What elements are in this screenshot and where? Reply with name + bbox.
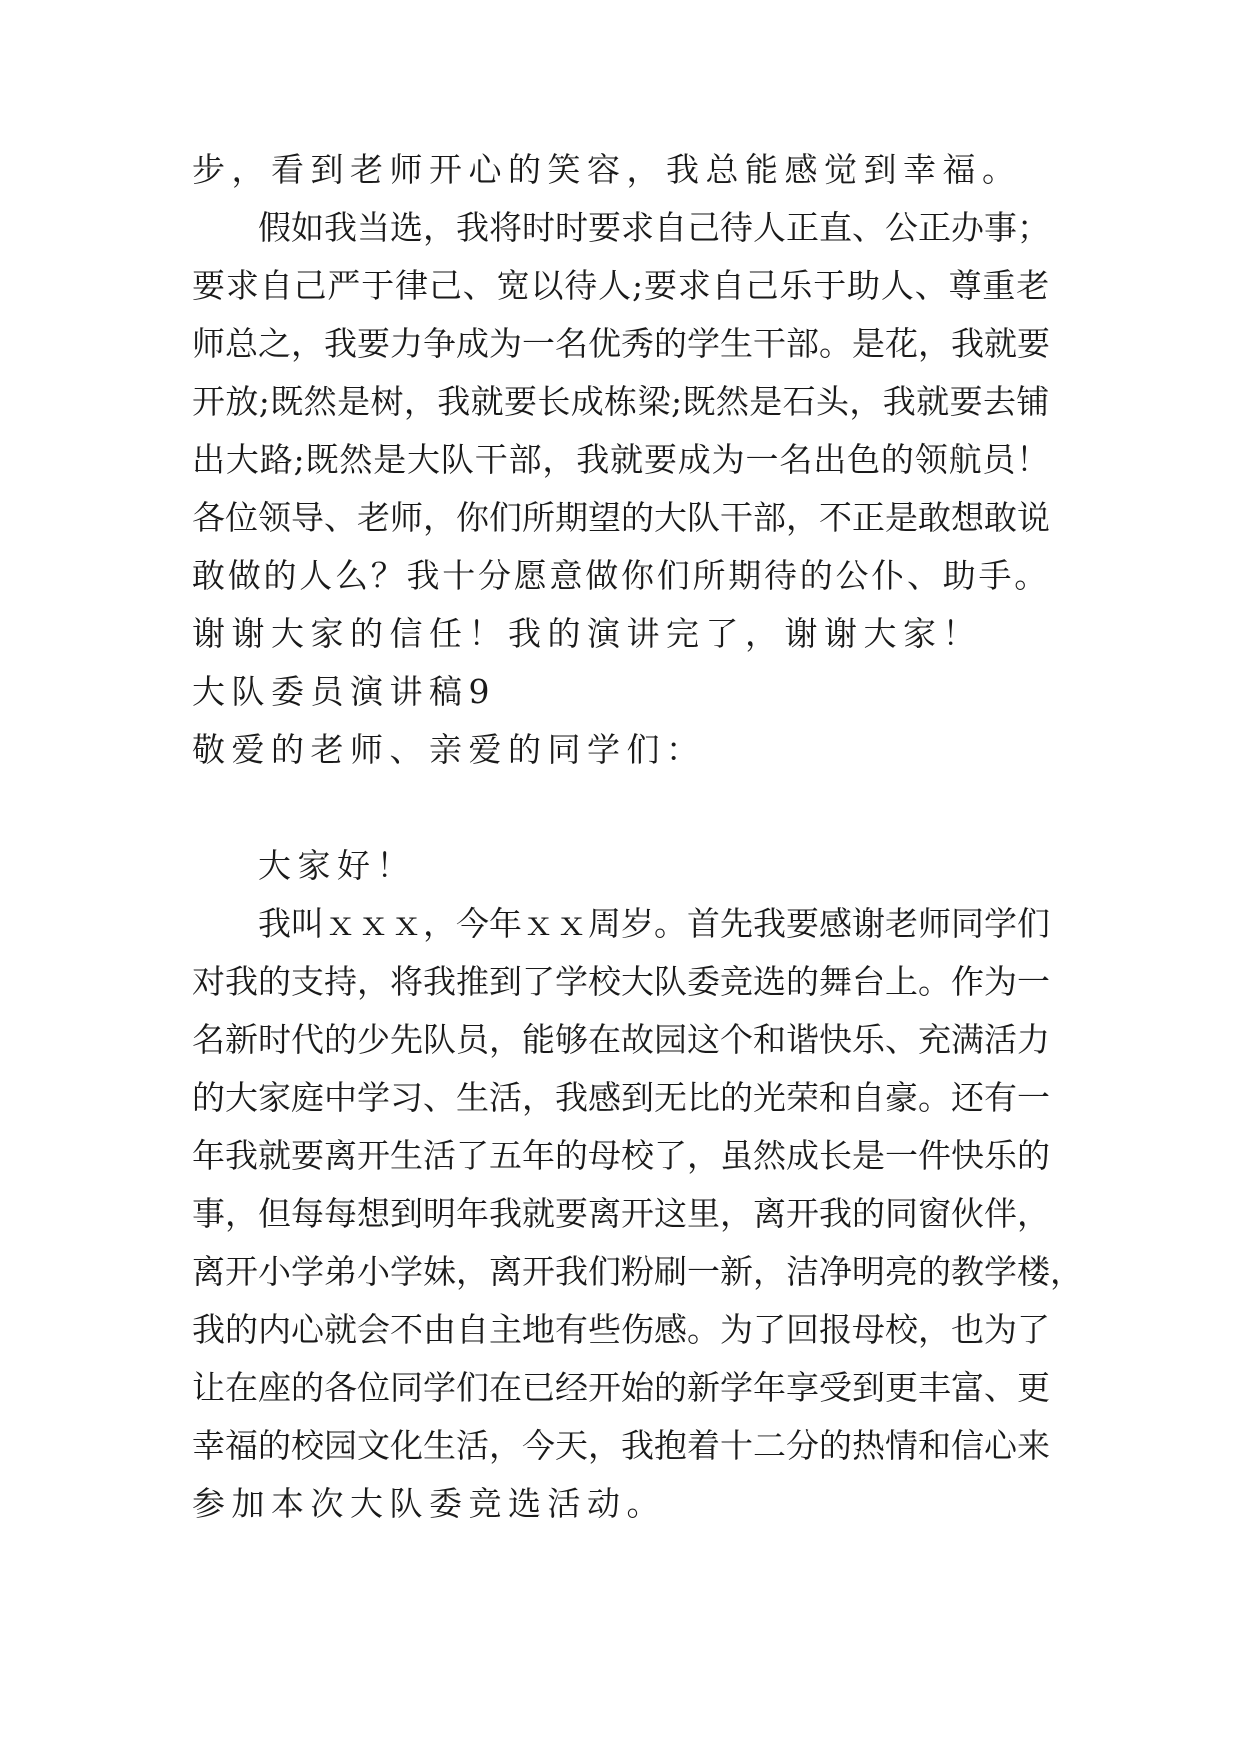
text-line: 假如我当选，我将时时要求自己待人正直、公正办事； bbox=[258, 208, 1050, 247]
text-line: 名新时代的少先队员，能够在故园这个和谐快乐、充满活力 bbox=[192, 1020, 1050, 1059]
text-line: 步，看到老师开心的笑容，我总能感觉到幸福。 bbox=[192, 150, 1022, 189]
text-line: 师总之，我要力争成为一名优秀的学生干部。是花，我就要 bbox=[192, 324, 1050, 363]
text-line: 各位领导、老师，你们所期望的大队干部，不正是敢想敢说 bbox=[192, 498, 1050, 537]
text-line: 我的内心就会不由自主地有些伤感。为了回报母校，也为了 bbox=[192, 1310, 1050, 1349]
text-line: 要求自己严于律己、宽以待人;要求自己乐于助人、尊重老 bbox=[192, 266, 1051, 305]
text-line: 年我就要离开生活了五年的母校了，虽然成长是一件快乐的 bbox=[192, 1136, 1050, 1175]
text-line: 出大路;既然是大队干部，我就要成为一名出色的领航员！ bbox=[192, 440, 1051, 479]
greeting: 大家好！ bbox=[258, 846, 416, 885]
text-line: 幸福的校园文化生活，今天，我抱着十二分的热情和信心来 bbox=[192, 1426, 1050, 1465]
text-line: 参加本次大队委竞选活动。 bbox=[192, 1484, 666, 1523]
text-line: 事，但每每想到明年我就要离开这里，离开我的同窗伙伴， bbox=[192, 1194, 1050, 1233]
text-line: 让在座的各位同学们在已经开始的新学年享受到更丰富、更 bbox=[192, 1368, 1050, 1407]
text-line: 对我的支持，将我推到了学校大队委竞选的舞台上。作为一 bbox=[192, 962, 1050, 1001]
text-line: 敢做的人么？我十分愿意做你们所期待的公仆、助手。 bbox=[192, 556, 1050, 595]
section-title: 大队委员演讲稿9 bbox=[192, 672, 496, 711]
text-line: 离开小学弟小学妹，离开我们粉刷一新，洁净明亮的教学楼， bbox=[192, 1252, 1083, 1291]
salutation: 敬爱的老师、亲爱的同学们： bbox=[192, 730, 706, 769]
text-line: 开放;既然是树，我就要长成栋梁;既然是石头，我就要去铺 bbox=[192, 382, 1050, 421]
text-line: 谢谢大家的信任！我的演讲完了，谢谢大家！ bbox=[192, 614, 982, 653]
text-line: 我叫ｘｘｘ，今年ｘｘ周岁。首先我要感谢老师同学们 bbox=[258, 904, 1050, 943]
text-line: 的大家庭中学习、生活，我感到无比的光荣和自豪。还有一 bbox=[192, 1078, 1050, 1117]
